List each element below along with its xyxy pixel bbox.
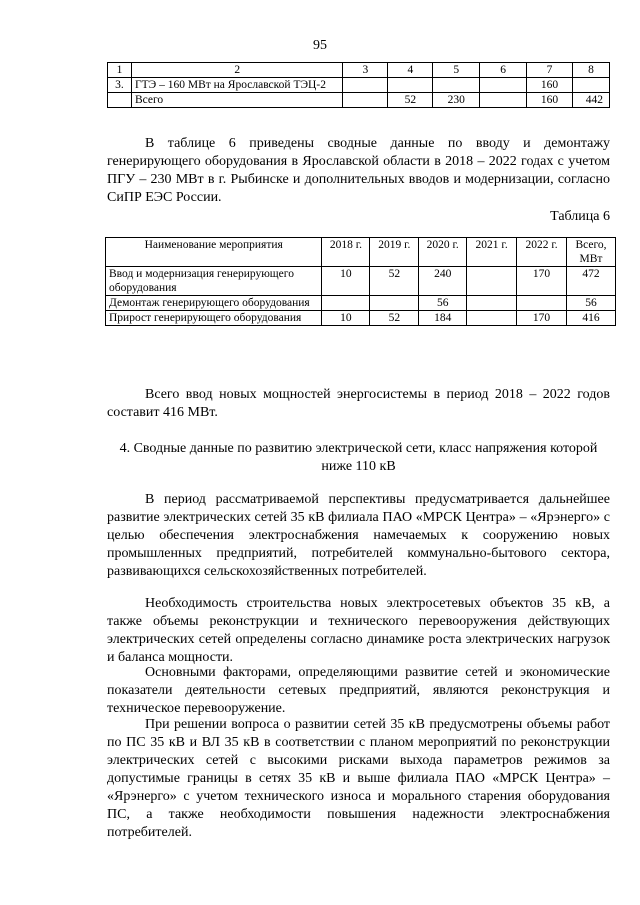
paragraph-table6-intro: В таблице 6 приведены сводные данные по вводу и демонтажу генерирующего оборудования в Ярославской области в 2018 – 2022 годах с учетом ПГУ – 230 МВт в г. Рыбинске и дополнительных вводов и модернизации, согласно СиПР ЕЭС России. <box>107 136 610 205</box>
table-cell <box>108 93 132 108</box>
paragraph-works-volume: При решении вопроса о развитии сетей 35 кВ предусмотрены объемы работ по ПС 35 кВ и ВЛ 35 кВ в соответствии с планом мероприятий по реконструкции электрических сетей с высокими рисками выхода параметров режимов за допустимые границы в сетях 35 кВ и выше филиала ПАО «МРСК Центра» – «Ярэнерго» с учетом технического износа и морального старения оборудования ПС, а также необходимости повышения надежности электроснабжения потребителей. <box>107 717 610 840</box>
table-row <box>106 267 616 296</box>
table-cell <box>480 78 527 93</box>
table-cell: Ввод и модернизация генерирующего оборудования <box>106 267 322 296</box>
table-cell <box>343 93 388 108</box>
table-cell: 52 <box>370 267 419 296</box>
table-cell: Прирост генерирующего оборудования <box>106 311 322 326</box>
table-cell <box>322 296 370 311</box>
table-header-cell: 8 <box>573 63 610 78</box>
paragraph-network-development: В период рассматриваемой перспективы предусматривается дальнейшее развитие электрических сетей 35 кВ филиала ПАО «МРСК Центра» – «Ярэнерго» с целью обеспечения электроснабжения намечаемых к сооружению новых промышленных предприятий, потребителей коммунально-бытового сектора, развивающихся сельскохозяйственных потребителей. <box>107 492 610 579</box>
continued-table <box>107 62 610 108</box>
table-cell: 240 <box>419 267 467 296</box>
table-header-cell: 5 <box>433 63 480 78</box>
table-row <box>108 93 610 108</box>
table-header-cell: 3 <box>343 63 388 78</box>
table-cell: Всего <box>131 93 343 108</box>
table-cell: 56 <box>567 296 616 311</box>
table-cell: 184 <box>419 311 467 326</box>
table-cell <box>480 93 527 108</box>
table-header-cell: 2020 г. <box>419 238 467 267</box>
table-cell <box>467 267 517 296</box>
table-cell: 10 <box>322 267 370 296</box>
table-header-cell: 1 <box>108 63 132 78</box>
table-row <box>106 296 616 311</box>
paragraph-main-factors: Основными факторами, определяющими развитие сетей и экономические показатели деятельности сетевых предприятий, являются реконструкция и техническое перевооружение. <box>107 665 610 716</box>
table-cell <box>370 296 419 311</box>
table-header-cell: 6 <box>480 63 527 78</box>
table-cell <box>573 78 610 93</box>
table-cell <box>388 78 433 93</box>
table-cell: 160 <box>527 78 573 93</box>
table-header-cell: 2022 г. <box>517 238 567 267</box>
table-cell <box>467 311 517 326</box>
table-cell <box>467 296 517 311</box>
table-cell: 442 <box>573 93 610 108</box>
table-header-cell: Наименование мероприятия <box>106 238 322 267</box>
table-cell: 416 <box>567 311 616 326</box>
table-row <box>108 78 610 93</box>
table-cell: ГТЭ – 160 МВт на Ярославской ТЭЦ-2 <box>131 78 343 93</box>
table-header-cell: Всего, МВт <box>567 238 616 267</box>
table-6 <box>105 237 616 326</box>
table-cell: 52 <box>370 311 419 326</box>
table-header-cell: 4 <box>388 63 433 78</box>
table-header-cell: 2018 г. <box>322 238 370 267</box>
table-header-row <box>106 238 616 267</box>
table-header-cell: 2 <box>131 63 343 78</box>
table-cell: 230 <box>433 93 480 108</box>
table-cell <box>433 78 480 93</box>
table-cell: 52 <box>388 93 433 108</box>
table-cell: 170 <box>517 267 567 296</box>
table-header-row <box>108 63 610 78</box>
table-row <box>106 311 616 326</box>
table-cell <box>517 296 567 311</box>
table-header-cell: 7 <box>527 63 573 78</box>
table-cell: Демонтаж генерирующего оборудования <box>106 296 322 311</box>
table-header-cell: 2019 г. <box>370 238 419 267</box>
table-caption: Таблица 6 <box>550 209 610 224</box>
table-cell: 3. <box>108 78 132 93</box>
table-cell: 56 <box>419 296 467 311</box>
page-number: 95 <box>313 38 327 53</box>
table-cell: 472 <box>567 267 616 296</box>
paragraph-construction-need: Необходимость строительства новых электросетевых объектов 35 кВ, а также объемы реконструкции и технического перевооружения действующих электрических сетей определены согласно динамике роста электрических нагрузок и баланса мощности. <box>107 596 610 665</box>
table-cell <box>343 78 388 93</box>
paragraph-total-capacity: Всего ввод новых мощностей энергосистемы в период 2018 – 2022 годов составит 416 МВт. <box>107 387 610 420</box>
table-cell: 10 <box>322 311 370 326</box>
table-cell: 170 <box>517 311 567 326</box>
section-heading: 4. Сводные данные по развитию электрической сети, класс напряжения которой ниже 110 кВ <box>119 441 598 474</box>
table-header-cell: 2021 г. <box>467 238 517 267</box>
table-cell: 160 <box>527 93 573 108</box>
